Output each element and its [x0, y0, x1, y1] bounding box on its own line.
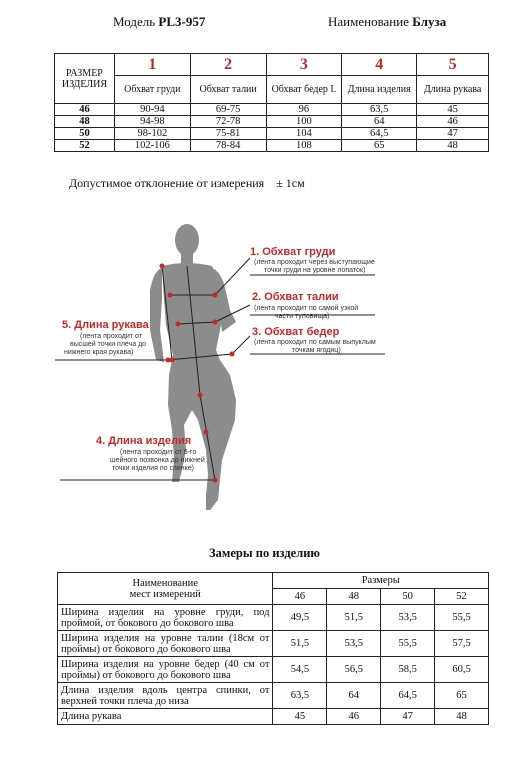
table-cell: 46 [417, 116, 489, 128]
table-cell: 102-106 [114, 140, 190, 152]
table-cell: 100 [266, 116, 342, 128]
table-cell: 64,5 [342, 128, 417, 140]
table-cell: 48 [417, 140, 489, 152]
table-cell: 65 [435, 683, 489, 709]
table-cell: 55,5 [435, 605, 489, 631]
size-cell: 46 [55, 104, 115, 116]
sleeve-note-line: (лента проходит от [80, 333, 142, 340]
length-note-line: (лента проходит от 6-го [120, 449, 197, 456]
column-label-chest: Обхват груди [114, 76, 190, 104]
size-column-header: 50 [381, 589, 435, 605]
sleeve-note-line: высшей точки плеча до [70, 341, 147, 348]
measurement-description: Ширина изделия на уровне груди, под проймой, от бокового до бокового шва [58, 605, 273, 631]
chest-note-line: (лента проходит через выступающие [254, 259, 375, 266]
tolerance-value: ± 1см [276, 176, 305, 190]
measurement-description: Ширина изделия на уровне талии (18см от проймы) от бокового до бокового шва [58, 631, 273, 657]
table-cell: 72-78 [190, 116, 266, 128]
sleeve-label: 5. Длина рукава [62, 319, 149, 331]
measurements-header-name [58, 573, 273, 605]
table-row [58, 683, 489, 709]
length-note-line: шейного позвонка до нижней [110, 457, 205, 464]
table-cell: 108 [266, 140, 342, 152]
table-cell: 64 [342, 116, 417, 128]
waist-label: 2. Обхват талии [252, 291, 339, 303]
table-cell: 49,5 [273, 605, 327, 631]
table-cell: 64,5 [381, 683, 435, 709]
length-label: 4. Длина изделия [96, 435, 192, 447]
header-name-line: мест измерений [129, 588, 201, 600]
table-cell: 69-75 [190, 104, 266, 116]
table-cell: 48 [435, 709, 489, 725]
measurements-title: Замеры по изделию [209, 546, 320, 560]
chest-note-line: точки груди на уровне лопаток) [264, 267, 366, 274]
header-name-line: Наименование [132, 577, 198, 589]
table-row [55, 140, 489, 152]
size-chart-table [54, 53, 489, 152]
table-cell: 57,5 [435, 631, 489, 657]
table-cell: 58,5 [381, 657, 435, 683]
model-value: PL3-957 [158, 14, 206, 29]
hips-note-line: точкам ягодиц) [292, 347, 341, 354]
length-note-line: точки изделия по спинке) [112, 465, 194, 472]
table-cell: 104 [266, 128, 342, 140]
table-cell: 53,5 [381, 605, 435, 631]
model-heading [113, 14, 205, 30]
column-label-waist: Обхват талии [190, 76, 266, 104]
chest-label: 1. Обхват груди [250, 246, 336, 258]
table-cell: 65 [342, 140, 417, 152]
size-header-cell: РАЗМЕР ИЗДЕЛИЯ [55, 54, 115, 104]
size-column-header: 46 [273, 589, 327, 605]
sleeve-note-line: нижнего края рукава) [64, 349, 134, 356]
table-cell: 51,5 [273, 631, 327, 657]
table-cell: 98-102 [114, 128, 190, 140]
column-number-1: 1 [114, 54, 190, 76]
measurement-figure [50, 210, 490, 520]
table-cell: 45 [417, 104, 489, 116]
size-column-header: 52 [435, 589, 489, 605]
table-cell: 90-94 [114, 104, 190, 116]
table-cell: 46 [327, 709, 381, 725]
table-cell: 54,5 [273, 657, 327, 683]
column-number-3: 3 [266, 54, 342, 76]
column-number-2: 2 [190, 54, 266, 76]
table-row [58, 709, 489, 725]
column-label-hips: Обхват бедер I. [266, 76, 342, 104]
measurement-description: Ширина изделия на уровне бедер (40 см от проймы) от бокового до бокового шва [58, 657, 273, 683]
column-number-4: 4 [342, 54, 417, 76]
table-cell: 96 [266, 104, 342, 116]
table-cell: 60,5 [435, 657, 489, 683]
table-cell: 45 [273, 709, 327, 725]
hips-note-line: (лента проходит по самым выпуклым [254, 339, 376, 346]
table-cell: 56,5 [327, 657, 381, 683]
waist-note-line: части туловища) [275, 313, 330, 320]
table-cell: 51,5 [327, 605, 381, 631]
table-cell: 78-84 [190, 140, 266, 152]
product-name-heading [328, 14, 446, 30]
table-cell: 53,5 [327, 631, 381, 657]
measurement-description: Длина рукава [58, 709, 273, 725]
model-label: Модель [113, 14, 156, 29]
size-column-header: 48 [327, 589, 381, 605]
table-cell: 47 [417, 128, 489, 140]
measurement-description: Длина изделия вдоль центра спинки, от верхней точки плеча до низа [58, 683, 273, 709]
table-row [55, 128, 489, 140]
measurements-table [57, 572, 489, 725]
hips-label: 3. Обхват бедер [252, 326, 340, 338]
size-cell: 50 [55, 128, 115, 140]
table-cell: 47 [381, 709, 435, 725]
size-cell: 48 [55, 116, 115, 128]
table-cell: 63,5 [342, 104, 417, 116]
table-cell: 94-98 [114, 116, 190, 128]
measurements-header-sizes: Размеры [273, 573, 489, 589]
table-cell: 63,5 [273, 683, 327, 709]
table-cell: 64 [327, 683, 381, 709]
table-row [55, 104, 489, 116]
table-cell: 55,5 [381, 631, 435, 657]
column-label-length: Длина изделия [342, 76, 417, 104]
tolerance-text: Допустимое отклонение от измерения [69, 176, 265, 190]
table-row [58, 605, 489, 631]
product-name-value: Блуза [412, 14, 447, 29]
table-row [55, 116, 489, 128]
product-name-label: Наименование [328, 14, 409, 29]
measurement-diagram [50, 210, 490, 520]
column-number-5: 5 [417, 54, 489, 76]
column-label-sleeve: Длина рукава [417, 76, 489, 104]
table-row [58, 631, 489, 657]
table-row [58, 657, 489, 683]
tolerance-note [69, 176, 305, 191]
table-cell: 75-81 [190, 128, 266, 140]
size-cell: 52 [55, 140, 115, 152]
waist-note-line: (лента проходит по самой узкой [254, 305, 359, 312]
